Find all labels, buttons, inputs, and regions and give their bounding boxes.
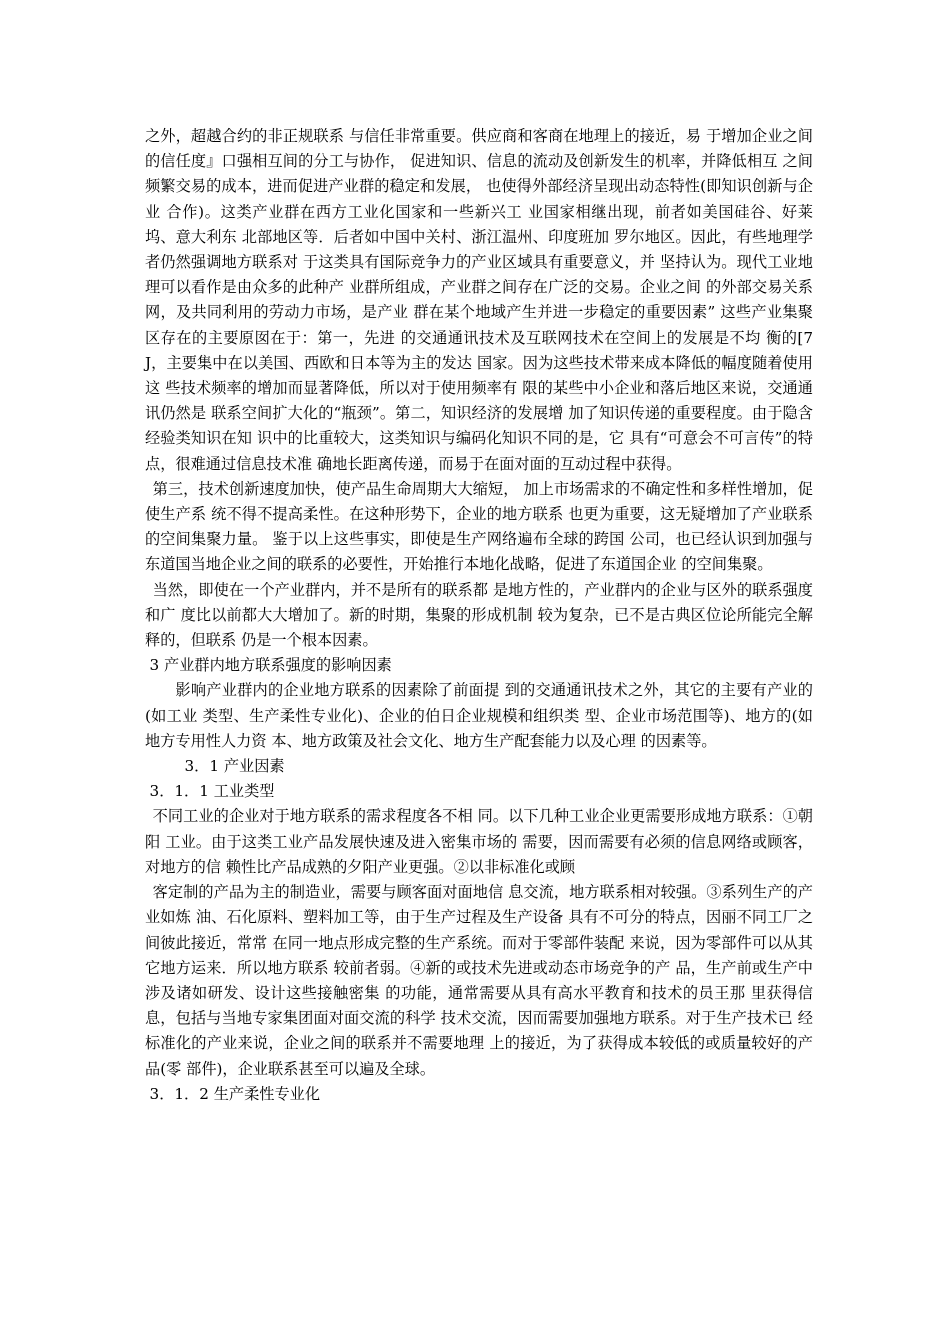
paragraph-third-factor: 第三，技术创新速度加快，使产品生命周期大大缩短， 加上市场需求的不确定性和多样性增加，促使生产系 统不得不提高柔性。在这种形势下，企业的地方联系 也更为重要，这无疑增加了产业联系的空间集聚力量。 鉴于以上这些事实，即使是生产网络遍布全球的跨国 公司，也已经认识到加强与东道国当地企业之间的联系的必要性，开始推行本地化战略，促进了东道国企业 的空间集聚。 [145,479,813,574]
paragraph-industry-types-cont: 客定制的产品为主的制造业，需要与顾客面对面地信 息交流，地方联系相对较强。③系列生产的产业如炼 油、石化原料、塑料加工等，由于生产过程及生产设备 具有不可分的特点，因丽不同工厂之间彼此接近，常常 在同一地点形成完整的生产系统。而对于零部件装配 来说，因为零部件可以从其它地方运来．所以地方联系 较前者弱。④新的或技术先进或动态市场竞争的产 品，生产前或生产中涉及诸如研发、设计这些接触密集 的功能，通常需要从具有高水平教育和技术的员王那 里获得信息，包括与当地专家集团面对面交流的科学 技术交流，因而需要加强地方联系。对于生产技术已 经标准化的产业来说，企业之间的联系并不需要地理 上的接近，为了获得成本较低的或质量较好的产品(零 部件)，企业联系甚至可以遍及全球。 [145,883,813,1078]
section-heading-3: 3 产业群内地方联系强度的影响因素 [149,656,392,675]
section-heading-3-1-2: 3．1．2 生产柔性专业化 [149,1084,321,1103]
document-page [145,124,813,1107]
paragraph-cluster-linkage: 当然，即使在一个产业群内，并不是所有的联系都 是地方性的，产业群内的企业与区外的联系强度和广 度比以前都大大增加了。新的时期，集聚的形成机制 较为复杂，已不是古典区位论所能完全解释的，但联系 仍是一个根本因素。 [145,580,813,650]
section-heading-3-1-1: 3．1．1 工业类型 [149,782,275,801]
paragraph-industry-types: 不同工业的企业对于地方联系的需求程度各不相 同。以下几种工业企业更需要形成地方联系：①朝阳 工业。由于这类工业产品发展快速及进入密集市场的 需要，因而需要有必须的信息网络或顾客，对地方的信 赖性比产品成熟的夕阳产业更强。②以非标准化或顾 [145,807,813,876]
paragraph-continuation: 之外，超越合约的非正规联系 与信任非常重要。供应商和客商在地理上的接近，易 于增加企业之间的信任度』口强相互间的分工与协作， 促进知识、信息的流动及创新发生的机率，并降低相互 之间频繁交易的成本，进而促进产业群的稳定和发展， 也使得外部经济呈现出动态特性(即知识创新与企业 合作)。这类产业群在西方工业化国家和一些新兴工 业国家相继出现，前者如美国硅谷、好莱坞、意大利东 北部地区等．后者如中国中关村、浙江温州、印度班加 罗尔地区。因此，有些地理学者仍然强调地方联系对 于这类具有国际竞争力的产业区域具有重要意义，并 坚持认为。现代工业地理可以看作是由众多的此种产 业群所组成，产业群之间存在广泛的交易。企业之间 的外部交易关系网，及共同利用的劳动力市场，是产业 群在某个地域产生并进一步稳定的重要因素” 这些产业集聚区存在的主要原囡在于：第一，先进 的交通通讯技术及互联网技术在空间上的发展是不均 衡的[7J，主要集中在以美国、西欧和日本等为主的发达 国家。因为这些技术带来成本降低的幅度随着使用这 些技术频率的增加而显著降低，所以对于使用频率有 限的某些中小企业和落后地区来说，交通通讯仍然是 联系空间扩大化的“瓶颈”。第二，知识经济的发展增 加了知识传递的重要程度。由于隐含经验类知识在知 识中的比重较大，这类知识与编码化知识不同的是，它 具有“可意会不可言传”的特点，很难通过信息技术准 确地长距离传递，而易于在面对面的互动过程中获得。 [145,127,813,473]
section-heading-3-1: 3．1 产业因素 [184,757,285,776]
paragraph-influencing-factors: 影响产业群内的企业地方联系的因素除了前面提 到的交通通讯技术之外，其它的主要有产业的(如工业 类型、生产柔性专业化)、企业的伯日企业规模和组织类 型、企业市场范围等)、地方的(如地方专用性人力资 本、地方政策及社会文化、地方生产配套能力以及心理 的因素等。 [145,681,813,750]
